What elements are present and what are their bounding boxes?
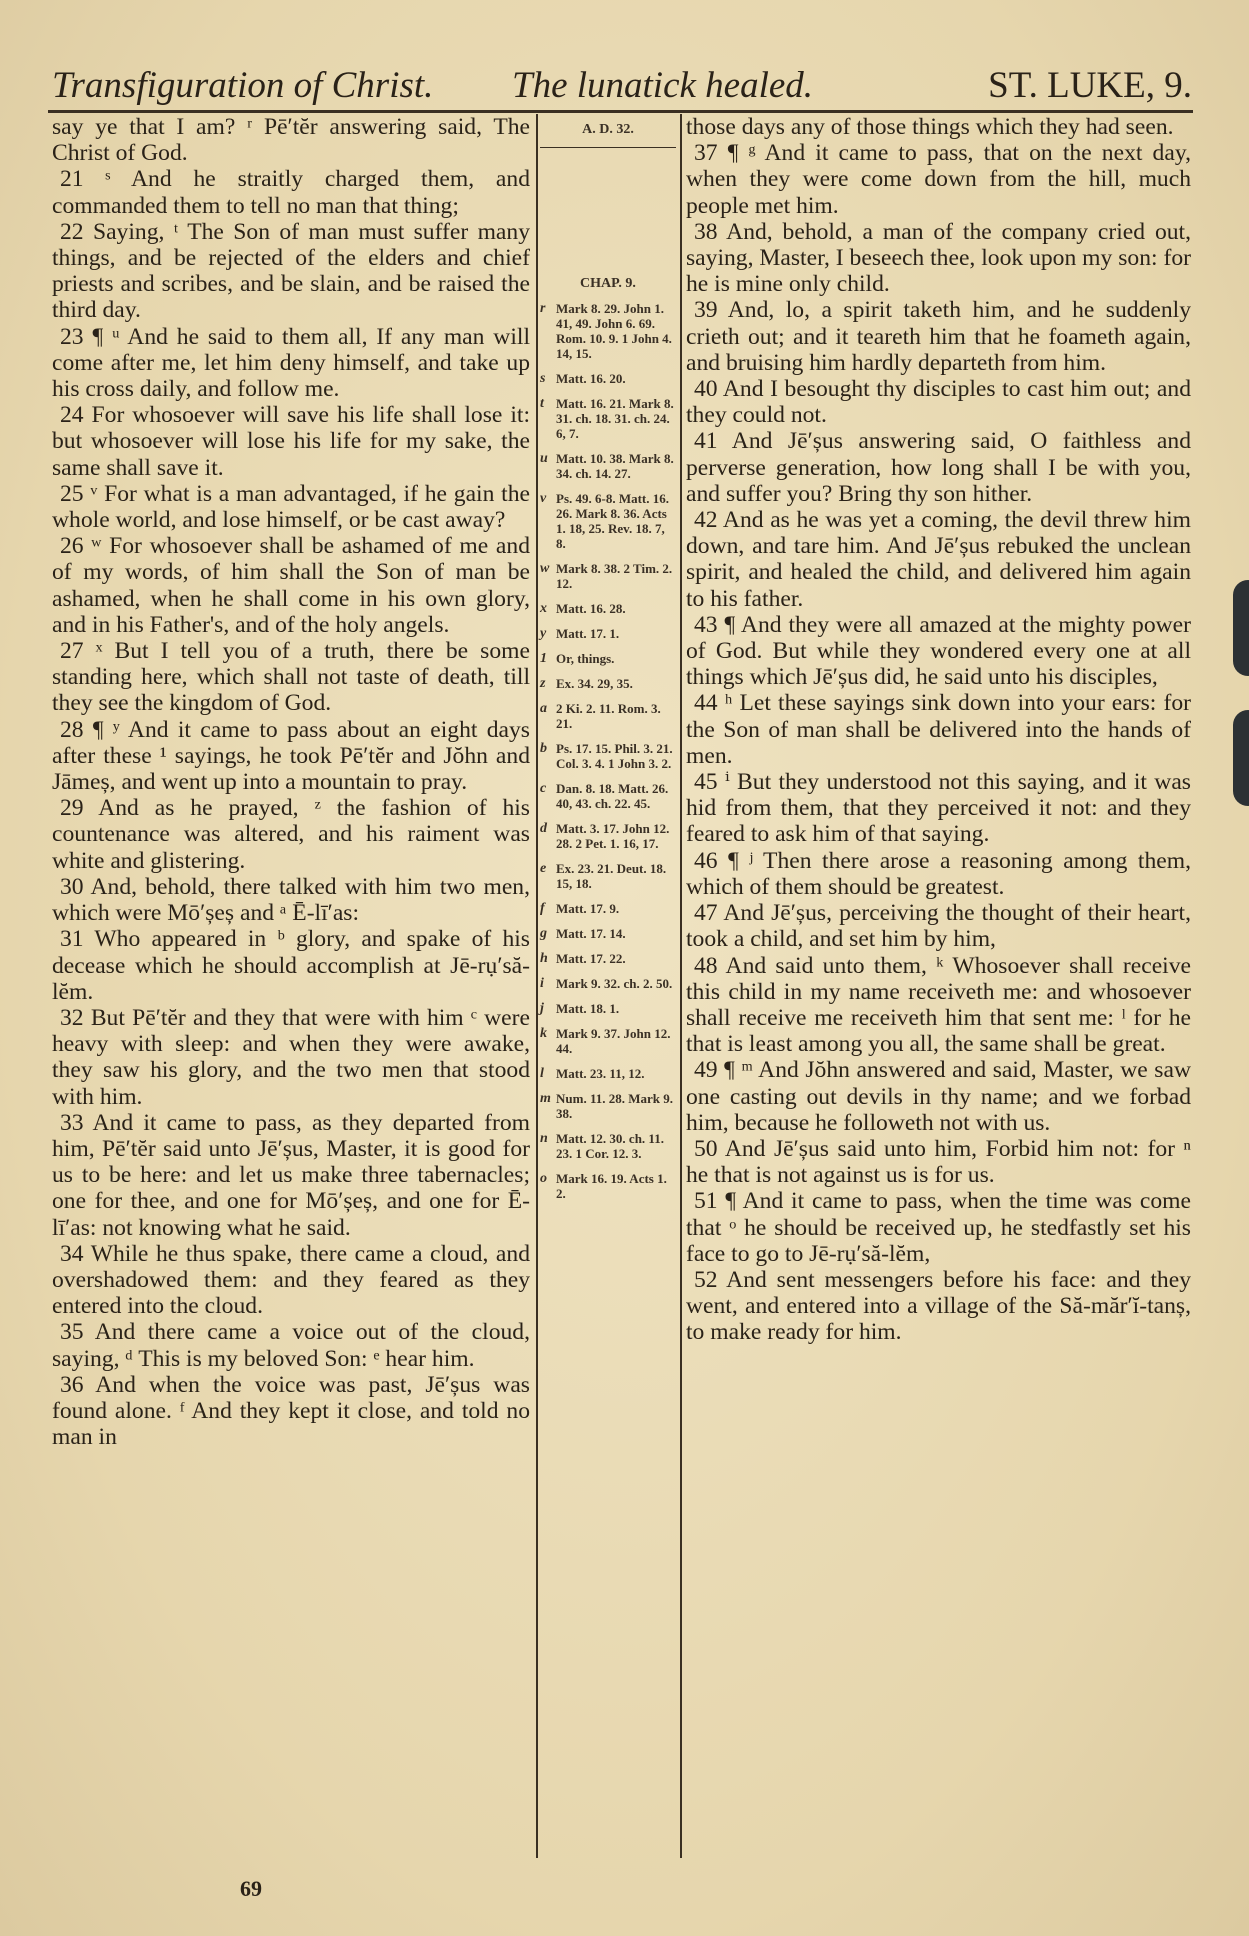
cross-reference (540, 651, 676, 666)
verse: 32 But Pē′tĕr and they that were with him ᶜ were heavy with sleep: and when they were awake, they saw his glory, and the two men that stood with him. (52, 1004, 530, 1110)
verse: 38 And, behold, a man of the company cried out, saying, Master, I beseech thee, look upon my son: for he is mine only child. (686, 218, 1191, 298)
verse: 37 ¶ ᵍ And it came to pass, that on the next day, when they were come down from the hill, much people met him. (686, 140, 1191, 219)
reference-letter: y (540, 626, 547, 641)
cross-reference (540, 1091, 676, 1121)
reference-text: Num. 11. 28. Mark 9. 38. (556, 1091, 673, 1121)
center-reference-column (540, 114, 676, 1211)
reference-text: Mark 9. 32. ch. 2. 50. (556, 976, 673, 991)
verse: 26 ʷ For whosoever shall be ashamed of me and of my words, of him shall the Son of man be ashamed, when he shall come in his own glory, and in his Father's, and of the holy angels. (52, 533, 530, 638)
reference-text: Mark 9. 37. John 12. 44. (556, 1026, 671, 1056)
reference-text: Ps. 17. 15. Phil. 3. 21. Col. 3. 4. 1 John 3. 2. (556, 741, 673, 771)
reference-text: Matt. 12. 30. ch. 11. 23. 1 Cor. 12. 3. (556, 1131, 664, 1161)
verse: 39 And, lo, a spirit taketh him, and he suddenly crieth out; and it teareth him that he foameth again, and bruising him hardly departeth from him. (686, 297, 1191, 376)
verse: 28 ¶ ʸ And it came to pass about an eight days after these ¹ sayings, he took Pē′tĕr and Jŏhn and Jāmeș, and went up into a mountain to pray. (52, 716, 530, 796)
reference-text: Mark 16. 19. Acts 1. 2. (556, 1171, 667, 1201)
header-left-title: Transfiguration of Christ. (52, 65, 434, 106)
verse: 33 And it came to pass, as they departed from him, Pē′tĕr said unto Jē′șus, Master, it is good for us to be here: and let us make three tabernacles; one for thee, and one for Mō′șeș, and one for Ē-lī′as: not knowing what he said. (52, 1109, 530, 1241)
verse: 46 ¶ ʲ Then there arose a reasoning among them, which of them should be greatest. (686, 847, 1191, 900)
reference-text: Mark 8. 38. 2 Tim. 2. 12. (556, 561, 673, 591)
verse: 35 And there came a voice out of the cloud, saying, ᵈ This is my beloved Son: ᵉ hear him. (52, 1319, 530, 1372)
reference-letter: i (540, 976, 544, 991)
reference-text: Or, things. (556, 651, 615, 666)
reference-letter: e (540, 861, 547, 876)
reference-letter: o (540, 1171, 547, 1186)
thumb-index-tab[interactable] (1233, 580, 1249, 676)
verse: 23 ¶ ᵘ And he said to them all, If any man will come after me, let him deny himself, and take up his cross daily, and follow me. (52, 323, 530, 403)
cross-references (540, 301, 676, 1201)
reference-letter: z (540, 676, 546, 691)
reference-text: Matt. 16. 28. (556, 601, 626, 616)
verse: 48 And said unto them, ᵏ Whosoever shall receive this child in my name receiveth me: and whosoever shall receive me receiveth him that sent me: ˡ for he that is least among you all, the same shall be great. (686, 952, 1191, 1058)
thumb-index-tab[interactable] (1233, 710, 1249, 806)
cross-reference (540, 676, 676, 691)
verse: 21 ˢ And he straitly charged them, and commanded them to tell no man that thing; (52, 166, 530, 219)
cross-reference (540, 926, 676, 941)
verse: 42 And as he was yet a coming, the devil threw him down, and tare him. And Jē′șus rebuked the unclean spirit, and healed the child, and delivered him again to his father. (686, 507, 1191, 612)
cross-reference (540, 976, 676, 991)
reference-letter: h (540, 951, 548, 966)
verse: 44 ʰ Let these sayings sink down into your ears: for the Son of man shall be delivered into the hands of men. (686, 690, 1191, 769)
cross-reference (540, 371, 676, 386)
reference-letter: g (540, 926, 547, 941)
verse: 27 ˣ But I tell you of a truth, there be some standing here, which shall not taste of death, till they see the kingdom of God. (52, 638, 530, 717)
reference-letter: j (540, 1001, 544, 1016)
reference-letter: l (540, 1066, 544, 1081)
reference-letter: w (540, 561, 550, 576)
cross-reference (540, 1066, 676, 1081)
reference-letter: t (540, 396, 544, 411)
left-text-column (52, 114, 530, 1450)
reference-letter: m (540, 1091, 551, 1106)
reference-text: Matt. 3. 17. John 12. 28. 2 Pet. 1. 16, 17. (556, 821, 670, 851)
cross-reference (540, 301, 676, 361)
column-rule-right (680, 114, 682, 1858)
header-center-title: The lunatick healed. (512, 65, 814, 106)
page-number: 69 (240, 1876, 262, 1901)
reference-letter: k (540, 1026, 547, 1041)
right-text-column (686, 114, 1191, 1346)
reference-text: Matt. 17. 22. (556, 951, 626, 966)
chapter-label: CHAP. 9. (580, 276, 636, 291)
reference-text: Mark 8. 29. John 1. 41, 49. John 6. 69. Rom. 10. 9. 1 John 4. 14, 15. (556, 301, 672, 361)
reference-letter: v (540, 491, 547, 506)
verse: 40 And I besought thy disciples to cast him out; and they could not. (686, 376, 1191, 429)
reference-text: Ex. 34. 29, 35. (556, 676, 633, 691)
cross-reference (540, 601, 676, 616)
cross-reference (540, 901, 676, 916)
reference-text: Matt. 16. 21. Mark 8. 31. ch. 18. 31. ch. 24. 6, 7. (556, 396, 674, 441)
verse: 43 ¶ And they were all amazed at the mighty power of God. But while they wondered every one at all things which Jē′șus did, he said unto his disciples, (686, 611, 1191, 691)
reference-text: Matt. 18. 1. (556, 1001, 620, 1016)
verse: 25 ᵛ For what is a man advantaged, if he gain the whole world, and lose himself, or be cast away? (52, 480, 530, 534)
reference-letter: x (540, 601, 547, 616)
verse: 29 And as he prayed, ᶻ the fashion of his countenance was altered, and his raiment was white and glistering. (52, 795, 530, 874)
verse: those days any of those things which they had seen. (686, 114, 1174, 140)
verse: 34 While he thus spake, there came a cloud, and overshadowed them: and they feared as they entered into the cloud. (52, 1240, 530, 1320)
reference-text: Ex. 23. 21. Deut. 18. 15, 18. (556, 861, 667, 891)
verse: 51 ¶ And it came to pass, when the time was come that ᵒ he should be received up, he stedfastly set his face to go to Jē-rụ′să-lĕm, (686, 1188, 1191, 1267)
reference-letter: c (540, 781, 547, 796)
verse: 41 And Jē′șus answering said, O faithless and perverse generation, how long shall I be with you, and suffer you? Bring thy son hither. (686, 428, 1191, 507)
reference-letter: u (540, 451, 548, 466)
cross-reference (540, 951, 676, 966)
reference-text: Ps. 49. 6-8. Matt. 16. 26. Mark 8. 36. Acts 1. 18, 25. Rev. 18. 7, 8. (556, 491, 670, 551)
cross-reference (540, 451, 676, 481)
cross-reference (540, 1026, 676, 1056)
reference-text: Matt. 17. 9. (556, 901, 620, 916)
reference-text: Matt. 17. 14. (556, 926, 626, 941)
verse: 49 ¶ ᵐ And Jŏhn answered and said, Master, we saw one casting out devils in thy name; and we forbad him, because he followeth not with us. (686, 1057, 1191, 1136)
verse: say ye that I am? ʳ Pē′tĕr answering said, The Christ of God. (52, 114, 530, 167)
verse: 22 Saying, ᵗ The Son of man must suffer many things, and be rejected of the elders and chief priests and scribes, and be slain, and be raised the third day. (52, 218, 530, 324)
year-label: A. D. 32. (540, 122, 676, 148)
cross-reference (540, 741, 676, 771)
reference-letter: f (540, 901, 545, 916)
header-book-chapter: ST. LUKE, 9. (988, 65, 1192, 106)
reference-letter: r (540, 301, 546, 316)
cross-reference (540, 701, 676, 731)
verse: 45 ⁱ But they understood not this saying, and it was hid from them, that they perceived it not: and they feared to ask him of that saying. (686, 769, 1191, 848)
reference-letter: b (540, 741, 547, 756)
column-rule-left (536, 114, 538, 1858)
cross-reference (540, 1001, 676, 1016)
reference-letter: s (540, 371, 546, 386)
verse: 52 And sent messengers before his face: and they went, and entered into a village of the Să-măr′ĭ-tanș, to make ready for him. (686, 1266, 1191, 1346)
verse: 47 And Jē′șus, perceiving the thought of their heart, took a child, and set him by him, (686, 900, 1191, 953)
cross-reference (540, 861, 676, 891)
verse: 36 And when the voice was past, Jē′șus was found alone. ᶠ And they kept it close, and told no man in (52, 1371, 530, 1451)
reference-letter: a (540, 701, 547, 716)
cross-reference (540, 626, 676, 641)
cross-reference (540, 396, 676, 441)
verse: 31 Who appeared in ᵇ glory, and spake of his decease which he should accomplish at Jē-rụ′să-lĕm. (52, 926, 530, 1005)
verse: 24 For whosoever will save his life shall lose it: but whosoever will lose his life for my sake, the same shall save it. (52, 402, 530, 481)
running-header (52, 62, 1192, 110)
cross-reference (540, 1131, 676, 1161)
cross-reference (540, 1171, 676, 1201)
cross-reference (540, 821, 676, 851)
reference-letter: n (540, 1131, 548, 1146)
reference-letter: 1 (540, 651, 547, 666)
verse: 50 And Jē′șus said unto him, Forbid him not: for ⁿ he that is not against us is for us. (686, 1135, 1191, 1189)
reference-text: Matt. 17. 1. (556, 626, 620, 641)
cross-reference (540, 781, 676, 811)
reference-text: Dan. 8. 18. Matt. 26. 40, 43. ch. 22. 45. (556, 781, 669, 811)
cross-reference (540, 491, 676, 551)
reference-text: Matt. 10. 38. Mark 8. 34. ch. 14. 27. (556, 451, 674, 481)
cross-reference (540, 561, 676, 591)
reference-text: Matt. 16. 20. (556, 371, 626, 386)
header-rule (48, 110, 1193, 113)
reference-text: 2 Ki. 2. 11. Rom. 3. 21. (556, 701, 661, 731)
reference-letter: d (540, 821, 547, 836)
reference-text: Matt. 23. 11, 12. (556, 1066, 645, 1081)
verse: 30 And, behold, there talked with him two men, which were Mō′șeș and ᵃ Ē-lī′as: (52, 873, 530, 927)
